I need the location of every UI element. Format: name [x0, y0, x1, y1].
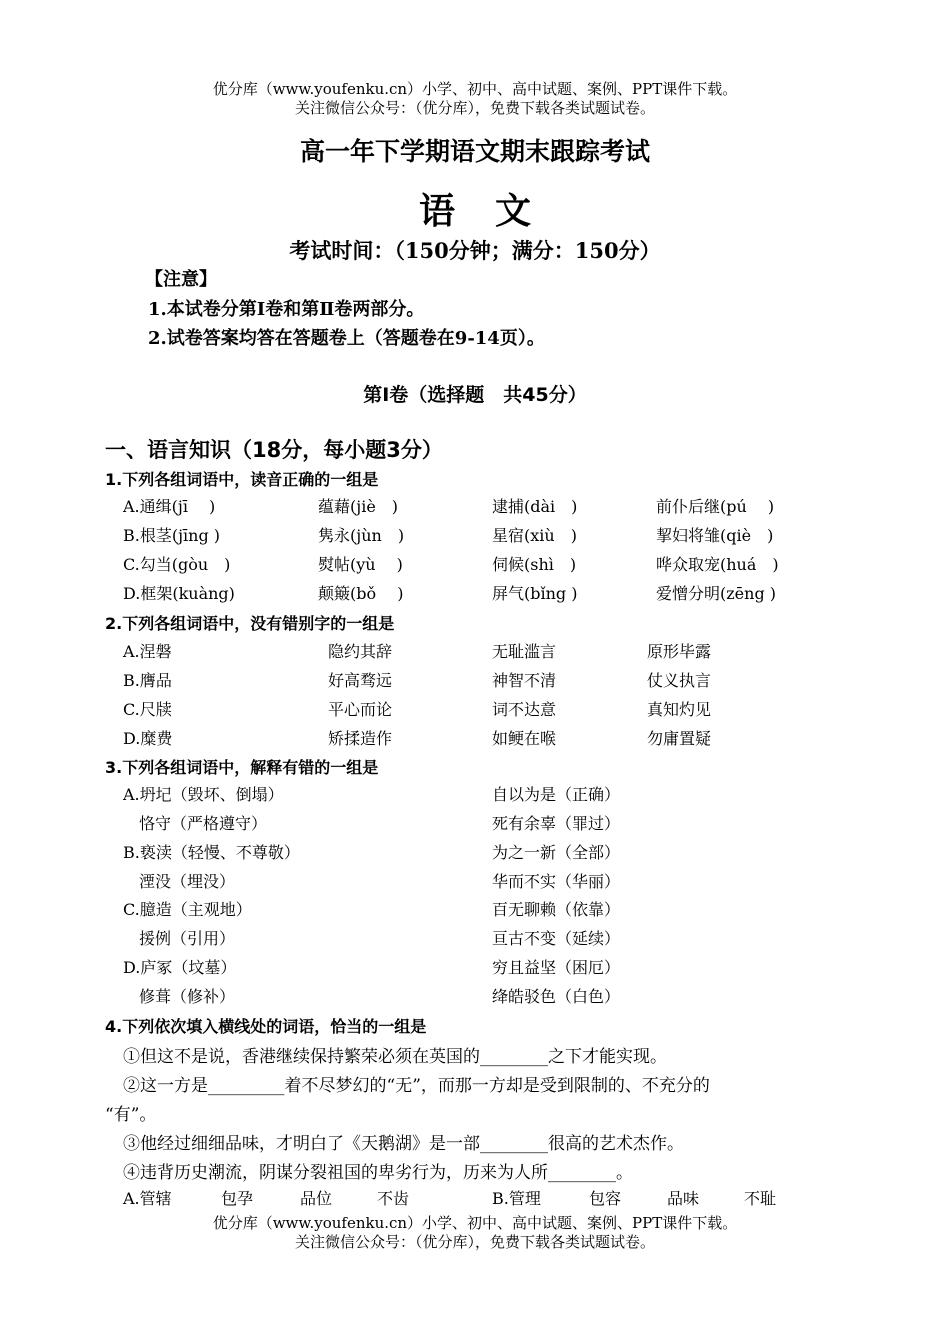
q3-row1-right: 自以为是（正确） [492, 785, 621, 804]
q1-a-1: A.通缉(jī ) [123, 497, 216, 516]
q1-a-2: 蕴藉(jiè ) [318, 497, 399, 516]
q2-c-3: 词不达意 [492, 700, 557, 719]
q3-row3-left: B.亵渎（轻慢、不尊敬） [123, 843, 300, 862]
q4-b-2: 包容 [589, 1189, 622, 1208]
q3-row4-left: 湮没（埋没） [123, 872, 236, 891]
q4-a-2: 包孕 [221, 1189, 254, 1208]
q3-row4-right: 华而不实（华丽） [492, 872, 621, 891]
q4-b-4: 不耻 [744, 1189, 777, 1208]
q2-c-1: C.尺牍 [123, 700, 172, 719]
q1-a-4: 前仆后继(pú ) [656, 497, 775, 516]
notice-label: 【注意】 [145, 269, 217, 290]
q4-b-1: B.管理 [492, 1189, 541, 1208]
q3-row5-left: C.臆造（主观地） [123, 900, 252, 919]
q3-row7-right: 穷且益坚（困厄） [492, 958, 621, 977]
banner-bottom-line2: 关注微信公众号：（优分库），免费下载各类试题试卷。 [294, 1233, 655, 1251]
q2-b-1: B.膺品 [123, 671, 172, 690]
q1-c-4: 哗众取宠(huá ) [656, 555, 779, 574]
section1-title: 一、语言知识（18分，每小题3分） [105, 438, 443, 462]
subject-title: 语文 [418, 191, 571, 232]
q1-d-1: D.框架(kuàng) [123, 584, 235, 603]
q2-title: 2.下列各组词语中，没有错别字的一组是 [105, 614, 395, 633]
q2-d-1: D.糜费 [123, 729, 173, 748]
q4-a-4: 不齿 [377, 1189, 410, 1208]
q1-b-3: 星宿(xiù ) [492, 526, 577, 545]
q4-b-3: 品味 [667, 1189, 700, 1208]
q1-b-4: 挈妇将雏(qiè ) [656, 526, 774, 545]
q2-d-2: 矫揉造作 [328, 729, 393, 748]
q1-c-2: 熨帖(yù ) [318, 555, 403, 574]
q4-sentence-2: ②这一方是_________着不尽梦幻的“无”，而那一方却是受到限制的、不充分的 [123, 1076, 710, 1096]
q3-row8-right: 绛皓驳色（白色） [492, 987, 621, 1006]
q2-a-4: 原形毕露 [647, 642, 712, 661]
q1-c-3: 伺候(shì ) [492, 555, 577, 574]
q3-row8-left: 修葺（修补） [123, 987, 236, 1006]
q1-d-4: 爱憎分明(zēng ) [656, 584, 777, 603]
q2-d-3: 如鲠在喉 [492, 729, 557, 748]
q4-title: 4.下列依次填入横线处的词语，恰当的一组是 [105, 1017, 427, 1036]
banner-top-line1: 优分库（www.youfenku.cn）小学、初中、高中试题、案例、PPT课件下载。 [212, 80, 738, 98]
q1-a-3: 逮捕(dài ) [492, 497, 578, 516]
time-info: 考试时间：（150分钟；满分：150分） [289, 238, 661, 263]
q3-row2-right: 死有余辜（罪过） [492, 814, 621, 833]
exam-title: 高一年下学期语文期末跟踪考试 [299, 137, 650, 166]
q4-a-1: A.管辖 [123, 1189, 172, 1208]
q1-title: 1.下列各组词语中，读音正确的一组是 [105, 470, 379, 489]
q3-row7-left: D.庐冢（坟墓） [123, 958, 237, 977]
q4-sentence-2-cont: “有”。 [105, 1105, 157, 1125]
q2-a-2: 隐约其辞 [328, 642, 393, 661]
q4-a-3: 品位 [300, 1189, 333, 1208]
part1-title: 第Ⅰ卷（选择题 共45分） [363, 384, 587, 406]
banner-top-line2: 关注微信公众号：（优分库），免费下载各类试题试卷。 [294, 99, 655, 117]
q2-b-4: 仗义执言 [647, 671, 712, 690]
q3-row3-right: 为之一新（全部） [492, 843, 621, 862]
banner-bottom-line1: 优分库（www.youfenku.cn）小学、初中、高中试题、案例、PPT课件下载。 [212, 1214, 738, 1232]
q3-row5-right: 百无聊赖（依靠） [492, 900, 621, 919]
q2-a-1: A.涅磐 [123, 642, 172, 661]
q1-d-3: 屏气(bǐng ) [492, 584, 578, 603]
notice-item-1: 1.本试卷分第Ⅰ卷和第Ⅱ卷两部分。 [148, 299, 425, 320]
q4-sentence-4: ④违背历史潮流，阴谋分裂祖国的卑劣行为，历来为人所________。 [123, 1163, 633, 1183]
q2-a-3: 无耻滥言 [492, 642, 557, 661]
notice-item-2: 2.试卷答案均答在答题卷上（答题卷在9-14页）。 [148, 328, 545, 349]
q2-c-2: 平心而论 [328, 700, 393, 719]
q1-b-1: B.根茎(jīng ) [123, 526, 221, 545]
q4-sentence-3: ③他经过细细品味，才明白了《天鹅湖》是一部________很高的艺术杰作。 [123, 1134, 684, 1154]
q1-b-2: 隽永(jùn ) [318, 526, 405, 545]
q3-row1-left: A.坍圮（毁坏、倒塌） [123, 785, 284, 804]
q2-b-3: 神智不清 [492, 671, 557, 690]
q3-row6-left: 援例（引用） [123, 929, 236, 948]
q2-b-2: 好高骛远 [328, 671, 393, 690]
q4-sentence-1: ①但这不是说，香港继续保持繁荣必须在英国的________之下才能实现。 [123, 1047, 667, 1067]
q3-row6-right: 亘古不变（延续） [492, 929, 621, 948]
q2-c-4: 真知灼见 [647, 700, 712, 719]
q1-c-1: C.勾当(gòu ) [123, 555, 231, 574]
q2-d-4: 勿庸置疑 [647, 729, 712, 748]
q1-d-2: 颠簸(bǒ ) [318, 584, 404, 603]
q3-row2-left: 恪守（严格遵守） [123, 814, 268, 833]
q3-title: 3.下列各组词语中，解释有错的一组是 [105, 758, 379, 777]
